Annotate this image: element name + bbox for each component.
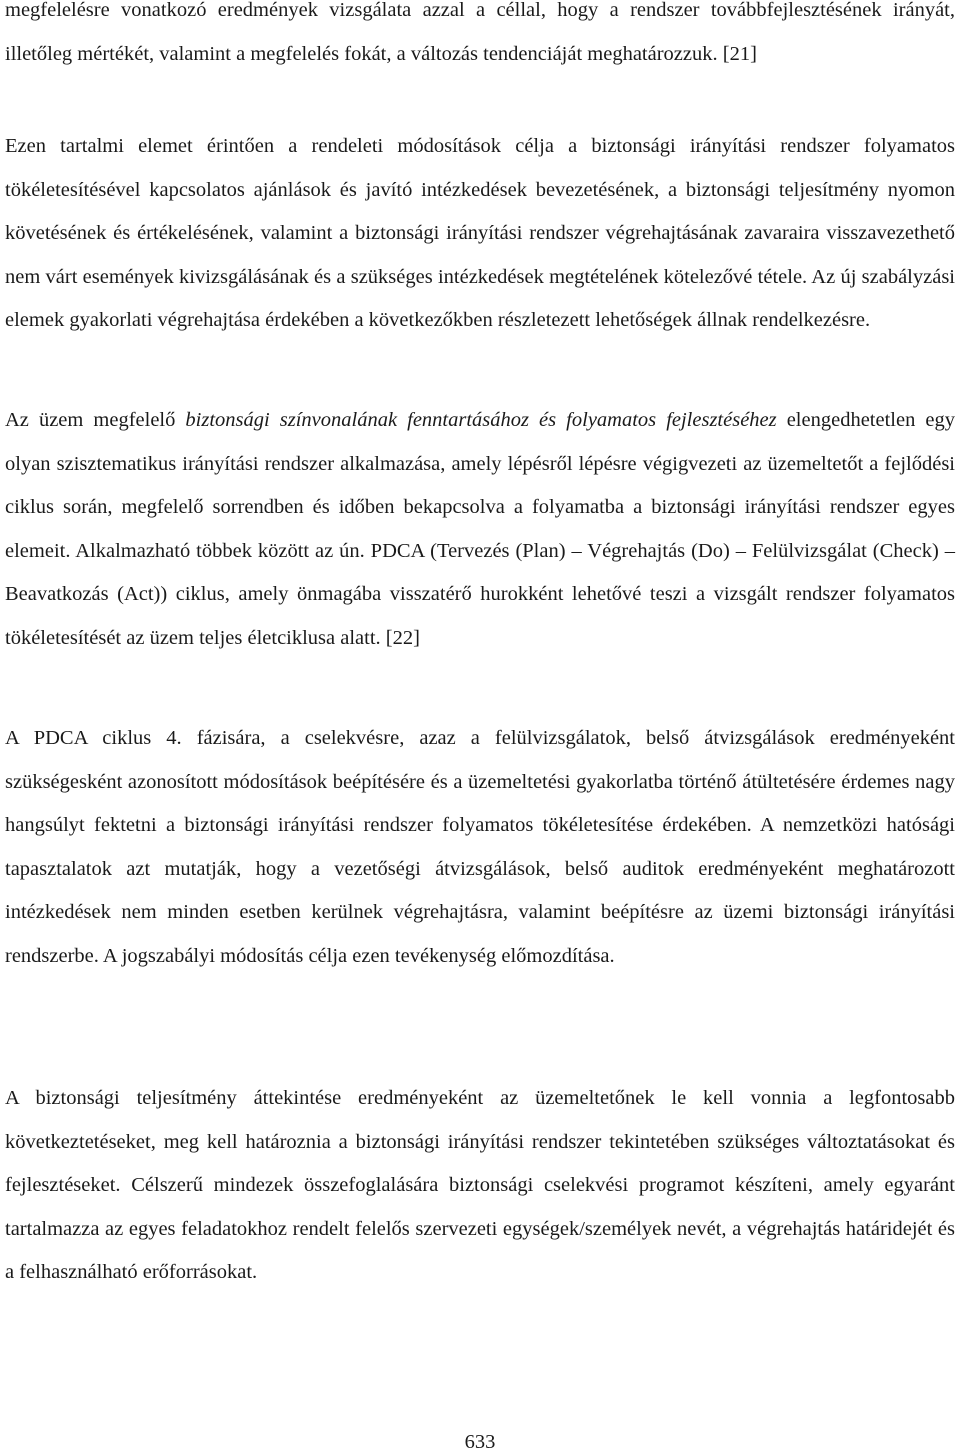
paragraph-3 [5, 399, 955, 661]
paragraph-4: A PDCA ciklus 4. fázisára, a cselekvésre, azaz a felülvizsgálatok, belső átvizsgálások eredményeként szükségesként azonosított módosítások beépítésére és a üzemeltetési gyakorlatba történő átültetésére érdemes nagy hangsúlyt fektetni a biztonsági irányítási rendszer folyamatos tökéletesítése érdekében. A nemzetközi hatósági tapasztalatok azt mutatják, hogy a vezetőségi átvizsgálások, belső auditok eredményeként meghatározott intézkedések nem minden esetben kerülnek végrehajtásra, valamint beépítésre az üzemi biztonsági irányítási rendszerbe. A jogszabályi módosítás célja ezen tevékenység előmozdítása. [5, 727, 955, 967]
paragraph-3-rest: elengedhetetlen egy olyan szisztematikus irányítási rendszer alkalmazása, amely lépésről lépésre végigvezeti az üzemeltetőt a fejlődési ciklus során, megfelelő sorrendben és időben bekapcsolva a folyamatba a biztonsági irányítási rendszer egyes elemeit. Alkalmazható többek között az ún. PDCA (Tervezés (Plan) – Végrehajtás (Do) – Felülvizsgálat (Check) – Beavatkozás (Act)) ciklus, amely önmagába visszatérő hurokként lehetővé teszi a vizsgált rendszer folyamatos tökéletesítését az üzem teljes életciklusa alatt. [22] [5, 409, 955, 649]
paragraph-1: megfelelésre vonatkozó eredmények vizsgálata azzal a céllal, hogy a rendszer továbbfejlesztésének irányát, illetőleg mértékét, valamint a megfelelés fokát, a változás tendenciáját meghatározzuk. [21] [5, 0, 955, 65]
paragraph-3-intro: Az üzem megfelelő [5, 409, 186, 431]
paragraph-5: A biztonsági teljesítmény áttekintése eredményeként az üzemeltetőnek le kell vonnia a legfontosabb következtetéseket, meg kell határoznia a biztonsági irányítási rendszer tekintetében szükséges változtatásokat és fejlesztéseket. Célszerű mindezek összefoglalására biztonsági cselekvési programot készíteni, amely egyaránt tartalmazza az egyes feladatokhoz rendelt felelős szervezeti egységek/személyek nevét, a végrehajtás határidejét és a felhasználható erőforrásokat. [5, 1087, 955, 1284]
paragraph-2: Ezen tartalmi elemet érintően a rendeleti módosítások célja a biztonsági irányítási rendszer folyamatos tökéletesítésével kapcsolatos ajánlások és javító intézkedések bevezetésének, a biztonsági teljesítmény nyomon követésének és értékelésének, valamint a biztonsági irányítási rendszer végrehajtásának zavaraira visszavezethető nem várt események kivizsgálásának és a szükséges intézkedések megtételének kötelezővé tétele. Az új szabályzási elemek gyakorlati végrehajtása érdekében a következőkben részletezett lehetőségek állnak rendelkezésre. [5, 135, 955, 332]
paragraph-3-emphasis: biztonsági színvonalának fenntartásához és folyamatos fejlesztéséhez [185, 409, 777, 431]
page-number: 633 [464, 1431, 496, 1453]
